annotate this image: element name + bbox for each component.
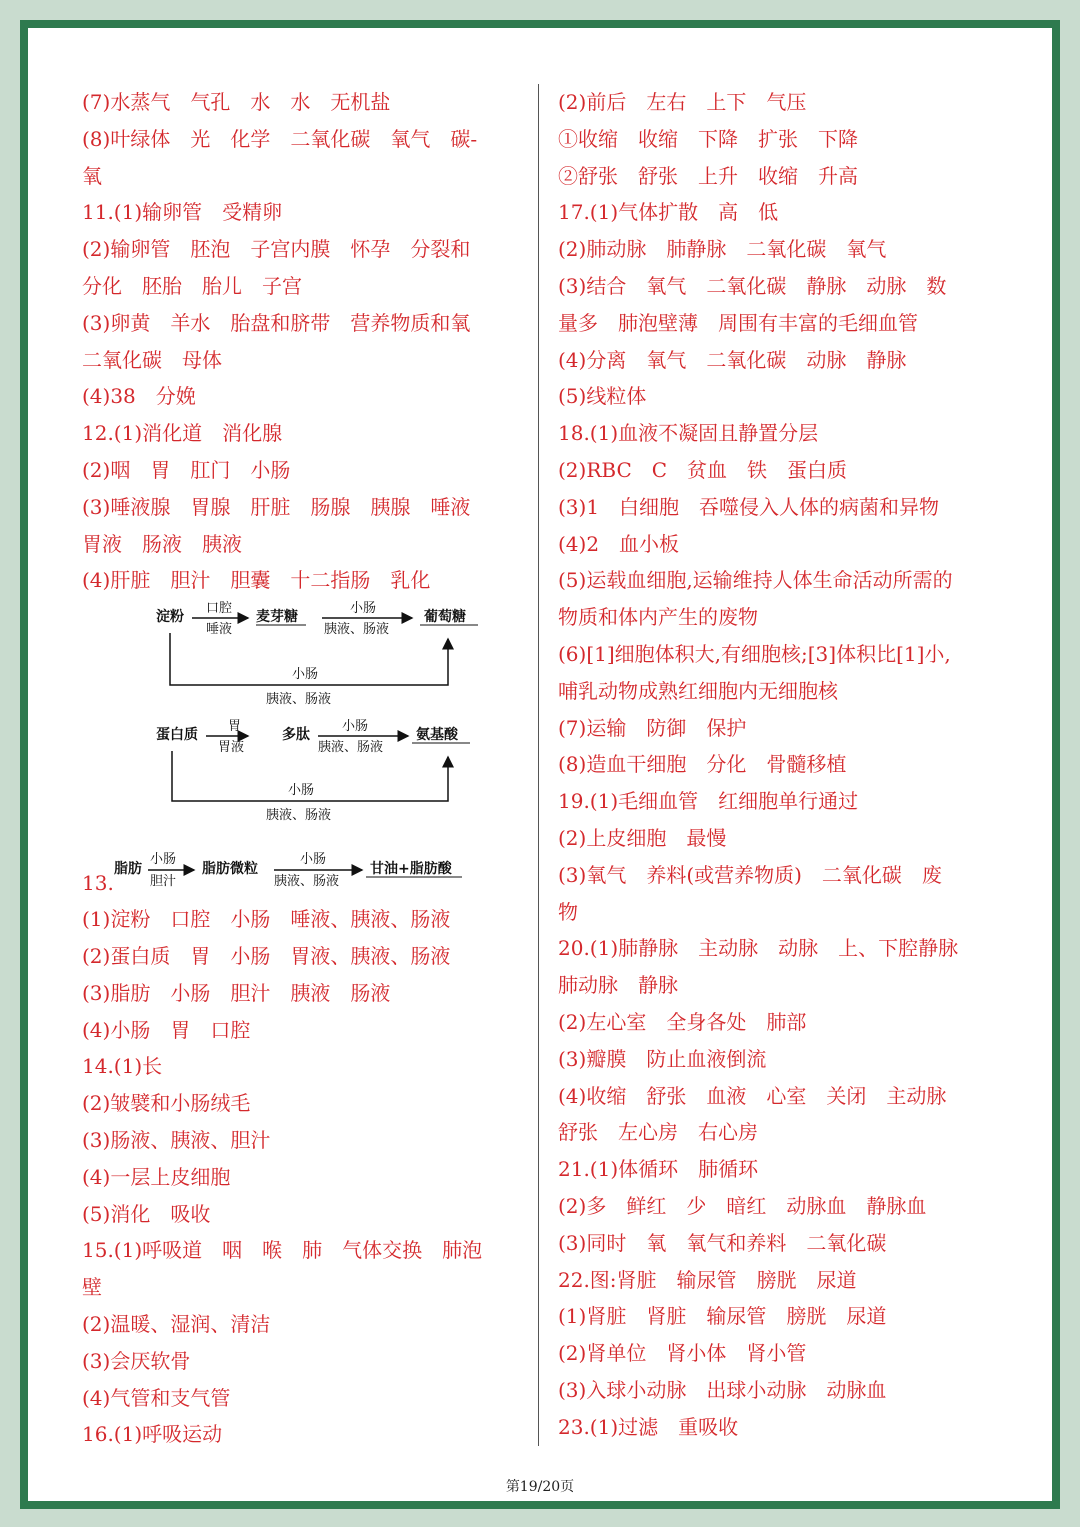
question-13-number: 13. <box>82 871 114 896</box>
answer-line: (3)入球小动脉 出球小动脉 动脉血 <box>558 1377 887 1402</box>
answer-line: (3)肠液、胰液、胆汁 <box>82 1127 271 1152</box>
answer-line: (4)气管和支气管 <box>82 1385 231 1410</box>
answer-line: ②舒张 舒张 上升 收缩 升高 <box>558 163 858 188</box>
starch-arrow2-bottom: 胰液、肠液 <box>324 622 390 638</box>
answer-line: 舒张 左心房 右心房 <box>558 1120 758 1145</box>
answer-line: (2)皱襞和小肠绒毛 <box>82 1091 251 1116</box>
answer-line: (2)肺动脉 肺静脉 二氧化碳 氧气 <box>558 237 887 262</box>
protein-loop-top: 小肠 <box>288 783 315 799</box>
answer-line: (2)蛋白质 胃 小肠 胃液、胰液、肠液 <box>82 943 451 968</box>
answer-line: 22.图:肾脏 输尿管 膀胱 尿道 <box>558 1267 857 1292</box>
answer-line: (2)上皮细胞 最慢 <box>558 825 727 850</box>
digestion-diagram <box>82 599 524 845</box>
fat-droplet-label: 脂肪微粒 <box>202 861 258 878</box>
fat-flow-svg <box>110 845 524 901</box>
answer-line: (6)[1]细胞体积大,有细胞核;[3]体积比[1]小, <box>558 641 951 666</box>
right-column <box>558 84 1002 1445</box>
amino-acid-label: 氨基酸 <box>416 727 458 744</box>
answer-line: (4)38 分娩 <box>82 384 196 409</box>
answer-line: (8)造血干细胞 分化 骨髓移植 <box>558 752 847 777</box>
page-number: 第19/20页 <box>505 1479 575 1495</box>
answer-line: 14.(1)长 <box>82 1054 163 1079</box>
answer-line: (2)肾单位 肾小体 肾小管 <box>558 1341 807 1366</box>
answer-line: 胃液 肠液 胰液 <box>82 531 242 556</box>
answer-line: (3)卵黄 羊水 胎盘和脐带 营养物质和氧 <box>82 310 471 335</box>
answer-line: (3)1 白细胞 吞噬侵入人体的病菌和异物 <box>558 494 940 519</box>
answer-line: 15.(1)呼吸道 咽 喉 肺 气体交换 肺泡 <box>82 1238 483 1263</box>
answer-line: (4)一层上皮细胞 <box>82 1164 231 1189</box>
answer-line: (3)脂肪 小肠 胆汁 胰液 肠液 <box>82 980 391 1005</box>
answer-line: 20.(1)肺静脉 主动脉 动脉 上、下腔静脉 <box>558 936 959 961</box>
answer-line: (4)收缩 舒张 血液 心室 关闭 主动脉 <box>558 1083 947 1108</box>
answer-line: 17.(1)气体扩散 高 低 <box>558 200 779 225</box>
answer-line: (1)淀粉 口腔 小肠 唾液、胰液、肠液 <box>82 907 451 932</box>
answer-line: 19.(1)毛细血管 红细胞单行通过 <box>558 789 859 814</box>
starch-arrow1-bottom: 唾液 <box>206 622 233 638</box>
answer-line: 21.(1)体循环 肺循环 <box>558 1157 759 1182</box>
answer-line: 12.(1)消化道 消化腺 <box>82 421 283 446</box>
answer-line: (2)输卵管 胚泡 子宫内膜 怀孕 分裂和 <box>82 237 471 262</box>
answer-line: (2)咽 胃 肛门 小肠 <box>82 457 291 482</box>
answer-line: 16.(1)呼吸运动 <box>82 1422 223 1447</box>
starch-arrow2-top: 小肠 <box>350 601 377 617</box>
answer-line: (4)小肠 胃 口腔 <box>82 1017 251 1042</box>
starch-loop-bottom: 胰液、肠液 <box>266 692 332 708</box>
answer-line: 氧 <box>82 163 102 188</box>
protein-arrow1-bottom: 胃液 <box>218 740 245 756</box>
answer-line: (3)同时 氧 氧气和养料 二氧化碳 <box>558 1230 887 1255</box>
answer-line: (2)前后 左右 上下 气压 <box>558 90 807 114</box>
answer-line: (2)RBC C 贫血 铁 蛋白质 <box>558 457 848 482</box>
answer-line: (3)唾液腺 胃腺 肝脏 肠腺 胰腺 唾液 <box>82 494 471 519</box>
answer-line: (2)多 鲜红 少 暗红 动脉血 静脉血 <box>558 1193 927 1218</box>
answer-line: (3)结合 氧气 二氧化碳 静脉 动脉 数 <box>558 273 947 298</box>
answer-line: 量多 肺泡壁薄 周围有丰富的毛细血管 <box>558 310 918 335</box>
starch-loop-top: 小肠 <box>292 667 319 683</box>
left-answers-bottom <box>82 901 524 1453</box>
answer-line: (4)2 血小板 <box>558 531 680 556</box>
answer-line: (3)瓣膜 防止血液倒流 <box>558 1046 767 1071</box>
column-divider <box>538 84 539 1446</box>
protein-arrow1-top: 胃 <box>228 719 242 735</box>
answer-line: (5)线粒体 <box>558 384 647 409</box>
answer-line: 二氧化碳 母体 <box>82 347 222 372</box>
protein-arrow2-top: 小肠 <box>342 719 369 735</box>
answer-line: 壁 <box>82 1275 102 1300</box>
answer-line: 物质和体内产生的废物 <box>558 605 758 630</box>
fat-arrow2-bottom: 胰液、肠液 <box>274 874 340 890</box>
answer-line: (2)左心室 全身各处 肺部 <box>558 1009 807 1034</box>
left-column <box>82 84 524 1453</box>
protein-loop-bottom: 胰液、肠液 <box>266 808 332 824</box>
glycerol-fatty-acid-label: 甘油+脂肪酸 <box>370 861 452 878</box>
starch-arrow1-top: 口腔 <box>206 601 233 617</box>
protein-arrow2-bottom: 胰液、肠液 <box>318 740 384 756</box>
answer-line: (4)肝脏 胆汁 胆囊 十二指肠 乳化 <box>82 568 431 593</box>
answer-line: 分化 胚胎 胎儿 子宫 <box>82 273 302 298</box>
answer-line: 哺乳动物成熟红细胞内无细胞核 <box>558 678 838 703</box>
fat-digestion-row <box>82 845 524 901</box>
digestion-flow-svg <box>82 599 524 845</box>
answer-line: 物 <box>558 899 578 924</box>
answer-line: (1)肾脏 肾脏 输尿管 膀胱 尿道 <box>558 1304 887 1329</box>
answer-line: 23.(1)过滤 重吸收 <box>558 1414 739 1439</box>
maltose-label: 麦芽糖 <box>256 609 298 626</box>
polypeptide-label: 多肽 <box>282 727 310 744</box>
answer-line: (7)运输 防御 保护 <box>558 715 747 740</box>
glucose-label: 葡萄糖 <box>424 609 466 626</box>
answer-line: (5)运载血细胞,运输维持人体生命活动所需的 <box>558 568 953 593</box>
right-answers <box>558 84 1002 1445</box>
answer-line: (3)氧气 养料(或营养物质) 二氧化碳 废 <box>558 862 942 887</box>
answer-line: (4)分离 氧气 二氧化碳 动脉 静脉 <box>558 347 907 372</box>
fat-arrow2-top: 小肠 <box>300 852 327 868</box>
answer-line: (2)温暖、湿润、清洁 <box>82 1311 271 1336</box>
answer-line: 肺动脉 静脉 <box>558 973 678 998</box>
fat-label: 脂肪 <box>114 861 142 878</box>
answer-line: (7)水蒸气 气孔 水 水 无机盐 <box>82 90 391 114</box>
answer-line: (3)会厌软骨 <box>82 1348 191 1373</box>
starch-label: 淀粉 <box>156 609 184 626</box>
protein-label: 蛋白质 <box>156 727 198 744</box>
answer-line: 11.(1)输卵管 受精卵 <box>82 200 283 225</box>
answer-line: ①收缩 收缩 下降 扩张 下降 <box>558 126 858 151</box>
fat-arrow1-bottom: 胆汁 <box>150 874 177 890</box>
answer-line: (8)叶绿体 光 化学 二氧化碳 氧气 碳- <box>82 126 478 151</box>
answer-line: (5)消化 吸收 <box>82 1201 211 1226</box>
left-answers-top <box>82 84 524 599</box>
fat-arrow1-top: 小肠 <box>150 852 177 868</box>
answer-line: 18.(1)血液不凝固且静置分层 <box>558 421 819 446</box>
